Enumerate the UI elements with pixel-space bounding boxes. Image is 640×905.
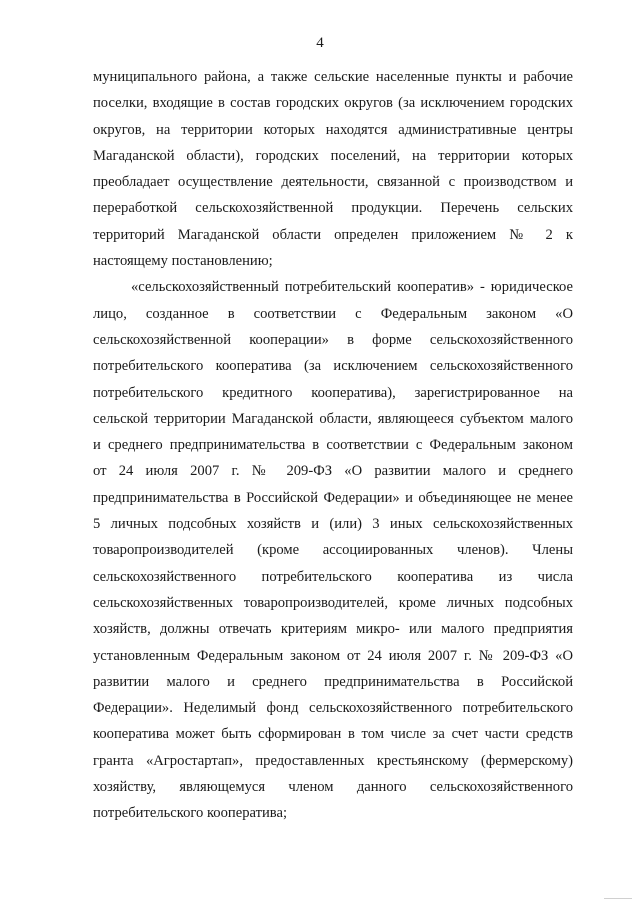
text-line: гранта «Агростартап», предоставленных крестьянскому (фермерскому) — [93, 752, 573, 769]
text-line: и среднего предпринимательства в соответствии с Федеральным законом — [93, 437, 573, 454]
text-line: кооператива может быть сформирован в том числе за счет части средств — [93, 726, 573, 743]
text-line: хозяйств, должны отвечать критериям микро- или малого предприятия — [93, 621, 573, 638]
scan-edge-mark — [604, 898, 632, 899]
text-line: территорий Магаданской области определен приложением № 2 к — [93, 226, 573, 243]
text-line: сельской территории Магаданской области, являющееся субъектом малого — [93, 410, 573, 427]
text-line: настоящему постановлению; — [93, 253, 273, 270]
text-line: потребительского кооператива; — [93, 805, 288, 822]
text-line: установленным Федеральным законом от 24 июля 2007 г. № 209-ФЗ «О — [93, 647, 573, 664]
text-line: от 24 июля 2007 г. № 209-ФЗ «О развитии малого и среднего — [93, 463, 573, 480]
text-line: муниципального района, а также сельские населенные пункты и рабочие — [93, 69, 573, 85]
text-line: Магаданской области), городских поселений, на территории которых — [93, 147, 573, 164]
paragraph — [93, 64, 573, 274]
text-line: предпринимательства в Российской Федерации» и объединяющее не менее — [93, 489, 573, 506]
paragraph — [93, 274, 573, 826]
text-line: поселки, входящие в состав городских округов (за исключением городских — [93, 95, 573, 112]
text-line: развитии малого и среднего предпринимательства в Российской — [93, 673, 573, 690]
text-line: хозяйству, являющемуся членом данного сельскохозяйственного — [93, 779, 573, 796]
text-line: сельскохозяйственного потребительского кооператива из числа — [93, 568, 573, 585]
text-line: «сельскохозяйственный потребительский кооператив» - юридическое — [131, 279, 573, 296]
text-line: округов, на территории которых находятся административные центры — [93, 121, 573, 138]
document-body — [93, 64, 573, 827]
text-line: преобладает осуществление деятельности, связанной с производством и — [93, 174, 573, 191]
text-line: сельскохозяйственной кооперации» в форме сельскохозяйственного — [93, 331, 573, 348]
text-line: Федерации». Неделимый фонд сельскохозяйственного потребительского — [93, 700, 573, 717]
text-line: лицо, созданное в соответствии с Федеральным законом «О — [93, 305, 573, 322]
page-number: 4 — [316, 35, 324, 51]
text-line: переработкой сельскохозяйственной продукции. Перечень сельских — [93, 200, 573, 217]
text-line: сельскохозяйственных товаропроизводителей, кроме личных подсобных — [93, 594, 573, 611]
text-line: 5 личных подсобных хозяйств и (или) 3 иных сельскохозяйственных — [93, 516, 573, 533]
text-line: потребительского кредитного кооператива), зарегистрированное на — [93, 384, 573, 401]
text-line: товаропроизводителей (кроме ассоциированных членов). Члены — [93, 542, 573, 559]
text-line: потребительского кооператива (за исключением сельскохозяйственного — [93, 358, 573, 375]
